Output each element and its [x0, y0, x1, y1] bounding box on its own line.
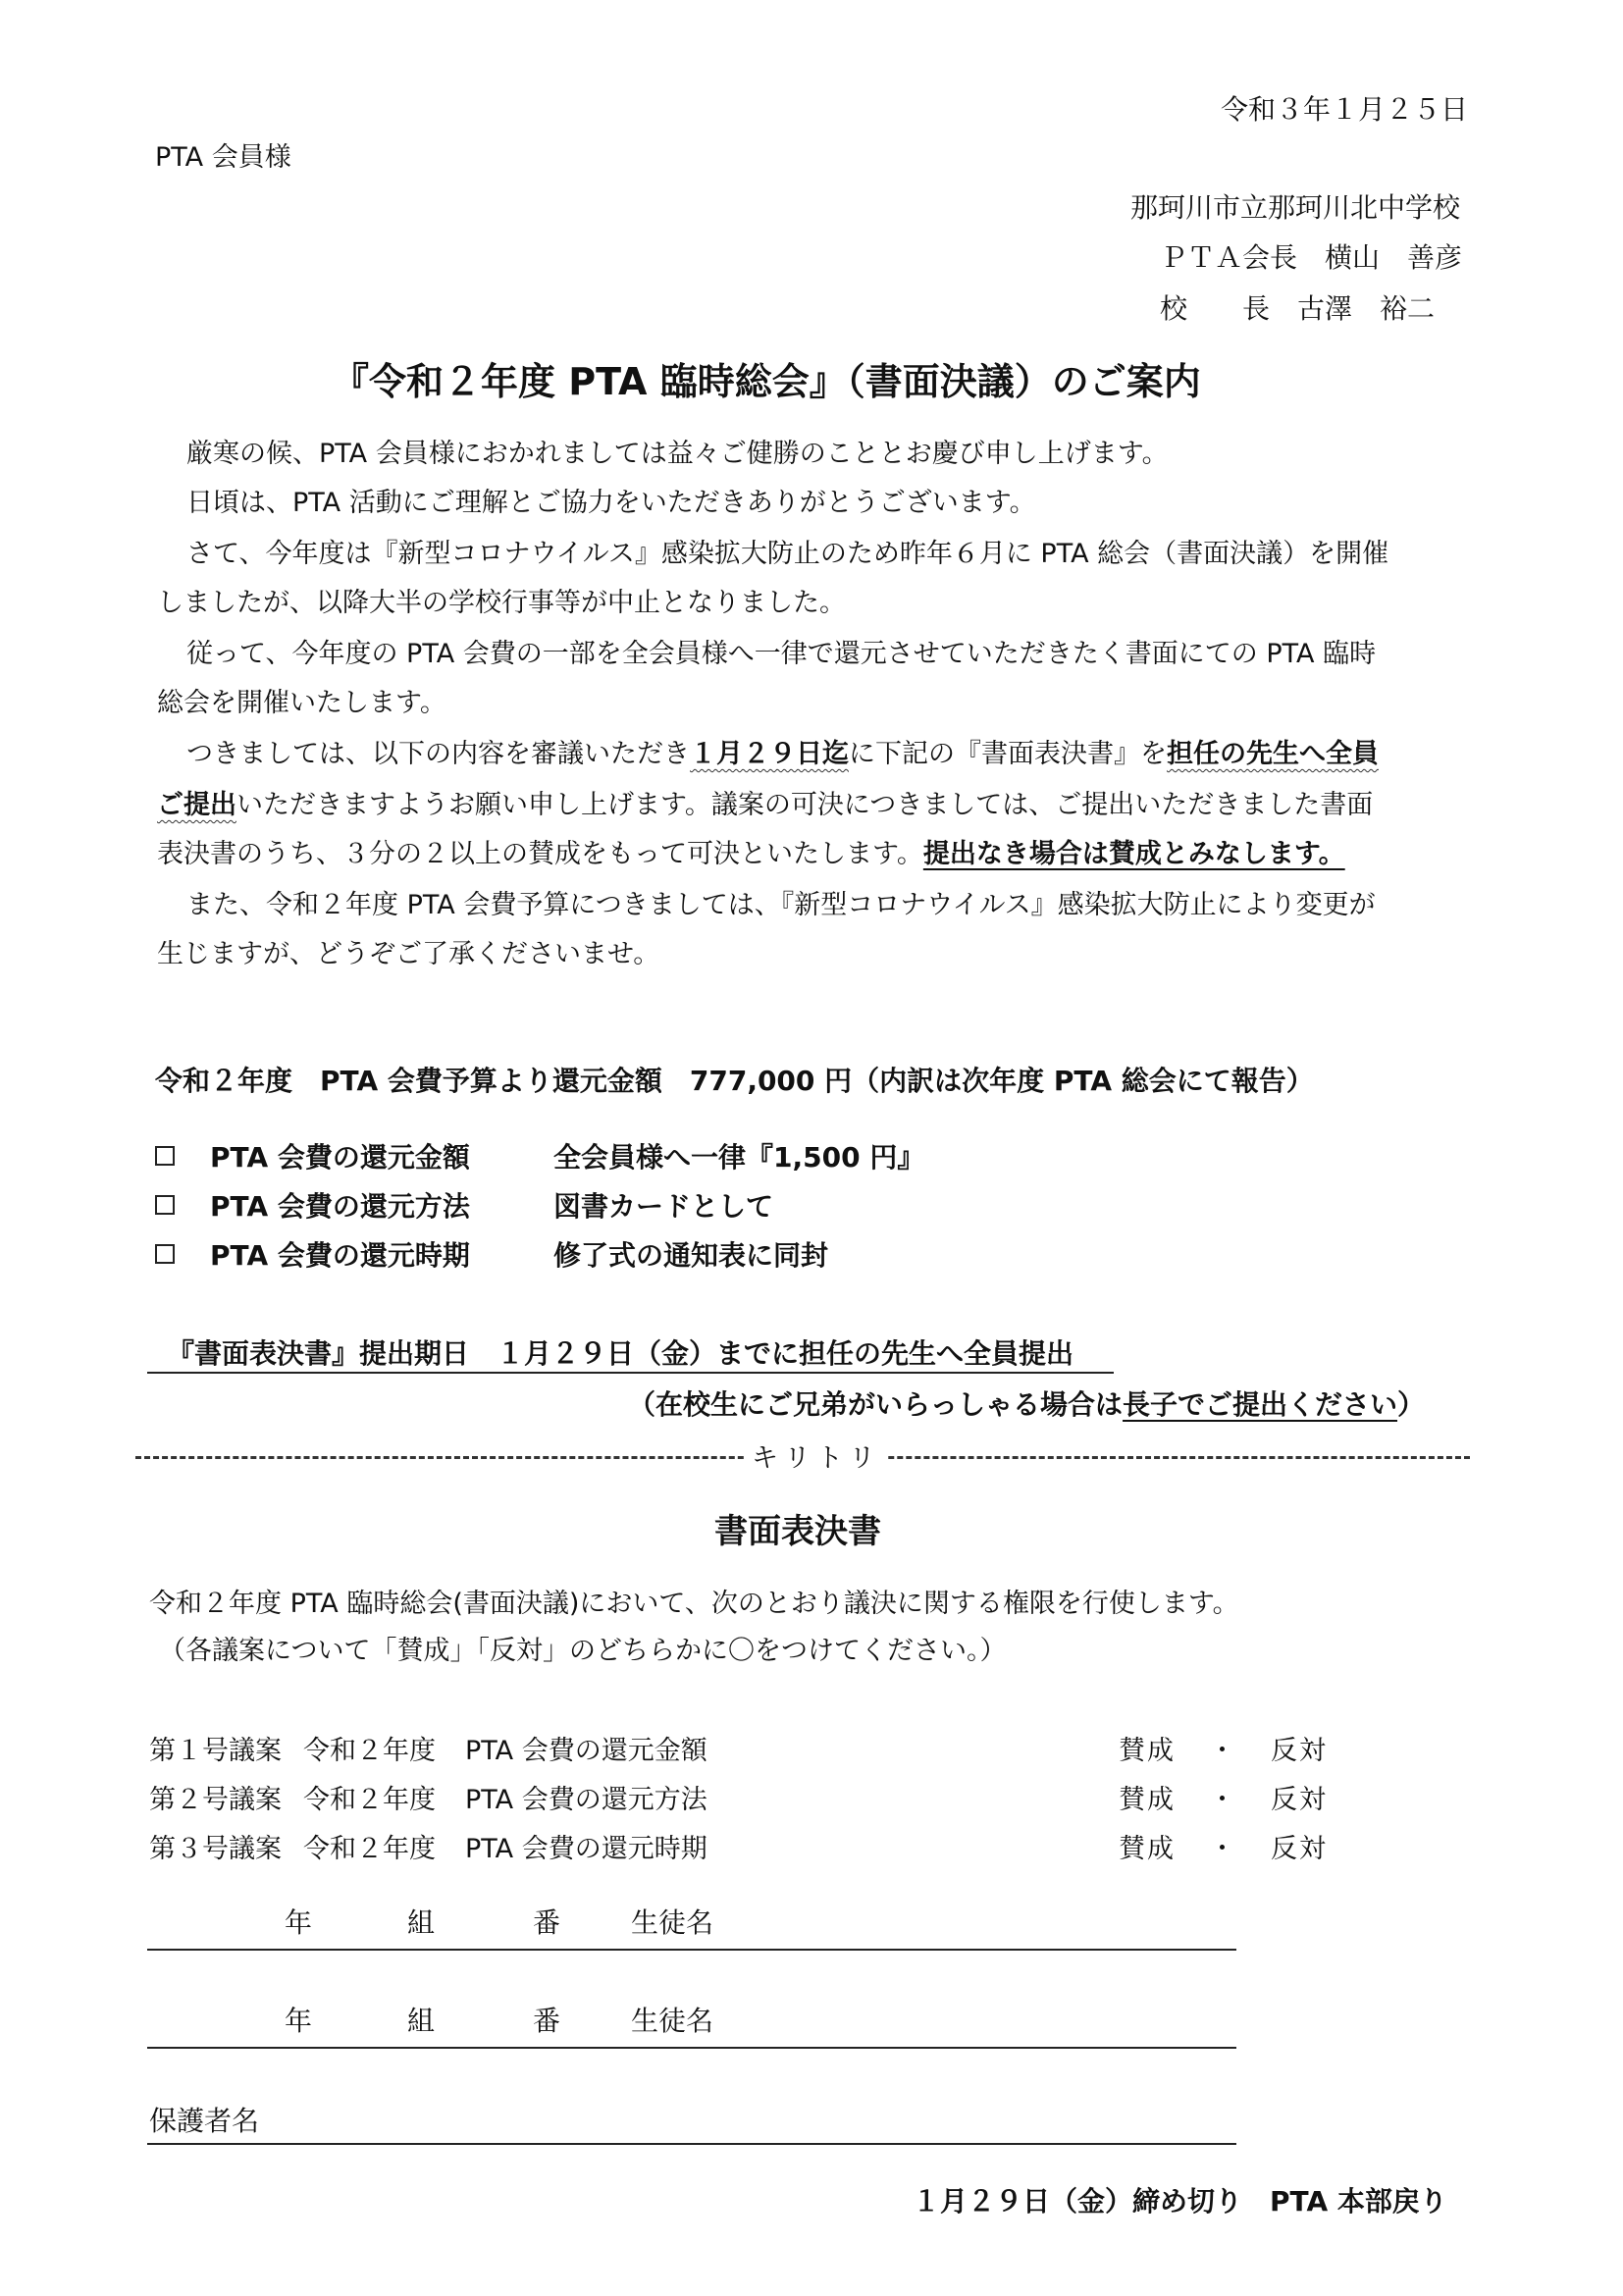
class-label: 組 [407, 2005, 436, 2037]
motion-year: 令和２年度 [303, 1736, 436, 1766]
vote-options [1119, 1729, 1328, 1767]
body-text: 表決書のうち、３分の２以上の賛成をもって可決といたします。 [157, 839, 923, 869]
vote-against-option[interactable]: 反対 [1271, 1834, 1328, 1864]
motion-row [149, 1827, 707, 1865]
vote-for-option[interactable]: 賛成 [1119, 1834, 1176, 1864]
student-field-labels [285, 2000, 713, 2039]
refund-item-value: 図書カードとして [553, 1190, 774, 1223]
vote-options [1119, 1778, 1328, 1816]
number-label: 番 [533, 1906, 561, 1939]
body-paragraph-6a: また、令和２年度 PTA 会費予算につきましては、『新型コロナウイルス』感染拡大防止により変更が [186, 890, 1376, 920]
motion-row [149, 1778, 707, 1816]
motion-subject: PTA 会費の還元時期 [465, 1834, 707, 1864]
body-paragraph-5a [186, 730, 1379, 779]
vote-separator: ・ [1209, 1736, 1237, 1766]
vote-for-option[interactable]: 賛成 [1119, 1785, 1176, 1815]
student-name-label: 生徒名 [631, 1906, 714, 1939]
motion-subject: PTA 会費の還元方法 [465, 1785, 707, 1815]
vote-separator: ・ [1209, 1785, 1237, 1815]
body-paragraph-3b: しましたが、以降大半の学校行事等が中止となりました。 [157, 588, 846, 618]
school-name: 那珂川市立那珂川北中学校 [1130, 191, 1461, 224]
vote-against-option[interactable]: 反対 [1271, 1785, 1328, 1815]
default-approval-emphasis: 提出なき場合は賛成とみなします。 [922, 839, 1345, 869]
refund-item-value: 修了式の通知表に同封 [553, 1239, 829, 1272]
motion-row [149, 1729, 707, 1767]
student-field-2-line[interactable] [147, 2047, 1236, 2049]
refund-summary: 令和２年度 PTA 会費予算より還元金額 777,000 円（内訳は次年度 PTA 総会にて報告） [155, 1065, 1314, 1097]
body-paragraph-6b: 生じますが、どうぞご了承くださいませ。 [157, 939, 660, 969]
form-footer: １月２９日（金）締め切り PTA 本部戻り [913, 2185, 1447, 2218]
addressee: PTA 会員様 [155, 142, 291, 173]
checkbox-square-icon [155, 1146, 175, 1166]
year-label: 年 [285, 2005, 313, 2037]
refund-item-label: PTA 会費の還元時期 [210, 1239, 470, 1272]
body-paragraph-2: 日頃は、PTA 活動にご理解とご協力をいただきありがとうございます。 [186, 488, 1036, 518]
body-paragraph-1: 厳寒の候、PTA 会員様におかれましては益々ご健勝のこととお慶び申し上げます。 [186, 439, 1169, 469]
pta-president: ＰＴＡ会長 横山 善彦 [1160, 241, 1463, 274]
student-name-label: 生徒名 [631, 2005, 714, 2037]
submit-emphasis-cont: ご提出 [157, 790, 236, 820]
sibling-note-emphasis: 長子でご提出ください [1123, 1388, 1398, 1421]
deadline-line: 『書面表決書』提出期日 １月２９日（金）までに担任の先生へ全員提出 [167, 1337, 1074, 1370]
submit-emphasis: 担任の先生へ全員 [1167, 739, 1379, 769]
vote-separator: ・ [1209, 1834, 1237, 1864]
sibling-note-text: （在校生にご兄弟がいらっしゃる場合は [628, 1388, 1124, 1421]
number-label: 番 [533, 2005, 561, 2037]
student-field-labels [285, 1902, 713, 1941]
deadline-emphasis: １月２９日迄 [690, 739, 849, 769]
motion-subject: PTA 会費の還元金額 [465, 1736, 707, 1766]
form-intro: 令和２年度 PTA 臨時総会(書面決議)において、次のとおり議決に関する権限を行使します。 [149, 1589, 1239, 1619]
sibling-note [628, 1383, 1425, 1423]
vote-against-option[interactable]: 反対 [1271, 1736, 1328, 1766]
refund-item-label: PTA 会費の還元金額 [210, 1141, 470, 1174]
body-paragraph-3a: さて、今年度は『新型コロナウイルス』感染拡大防止のため昨年６月に PTA 総会（書面決議）を開催 [186, 539, 1389, 569]
deadline-underline [147, 1372, 1114, 1374]
vote-for-option[interactable]: 賛成 [1119, 1736, 1176, 1766]
refund-item [155, 1185, 773, 1225]
refund-item [155, 1234, 828, 1274]
page-title: 『令和２年度 PTA 臨時総会』（書面決議）のご案内 [332, 360, 1201, 403]
guardian-field-line[interactable] [147, 2143, 1236, 2145]
body-paragraph-4b: 総会を開催いたします。 [157, 688, 446, 718]
body-paragraph-5c [157, 830, 1345, 879]
body-paragraph-5b [157, 781, 1373, 830]
checkbox-square-icon [155, 1195, 175, 1215]
year-label: 年 [285, 1906, 313, 1939]
body-text: つきましては、以下の内容を審議いただき [186, 739, 690, 769]
motion-year: 令和２年度 [303, 1785, 436, 1815]
refund-item-value: 全会員様へ一律『1,500 円』 [553, 1141, 925, 1174]
body-text: いただきますようお願い申し上げます。議案の可決につきましては、ご提出いただきました書面 [236, 790, 1374, 820]
guardian-label: 保護者名 [149, 2105, 260, 2137]
student-field-1-line[interactable] [147, 1949, 1236, 1951]
form-instruction: （各議案について「賛成」「反対」のどちらかに〇をつけてください。） [159, 1636, 1007, 1666]
body-paragraph-4a: 従って、今年度の PTA 会費の一部を全会員様へ一律で還元させていただきたく書面にての PTA 臨時 [186, 639, 1377, 669]
refund-item-label: PTA 会費の還元方法 [210, 1190, 470, 1223]
cut-label: キリトリ [746, 1436, 887, 1475]
refund-item [155, 1136, 924, 1175]
motion-number: 第２号議案 [149, 1785, 282, 1815]
principal: 校 長 古澤 裕二 [1160, 292, 1436, 325]
motion-number: 第１号議案 [149, 1736, 282, 1766]
motion-number: 第３号議案 [149, 1834, 282, 1864]
checkbox-square-icon [155, 1244, 175, 1264]
document-date: 令和３年１月２５日 [1221, 93, 1469, 126]
motion-year: 令和２年度 [303, 1834, 436, 1864]
body-text: に下記の『書面表決書』を [849, 739, 1167, 769]
class-label: 組 [407, 1906, 436, 1939]
sibling-note-text: ） [1397, 1388, 1426, 1421]
form-title: 書面表決書 [714, 1512, 881, 1551]
vote-options [1119, 1827, 1328, 1865]
